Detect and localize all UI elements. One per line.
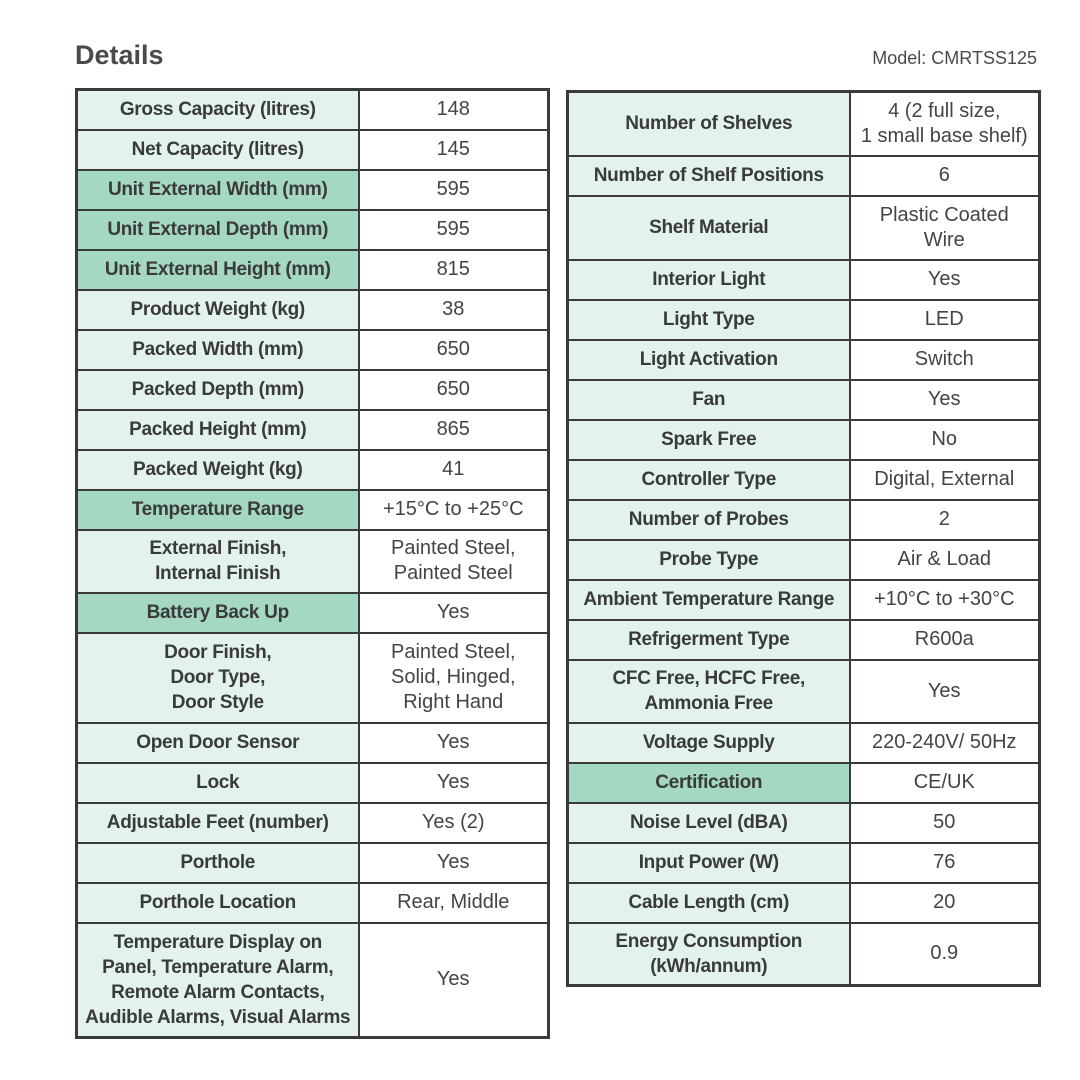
spec-row bbox=[568, 460, 1040, 500]
spec-label: Unit External Width (mm) bbox=[77, 170, 359, 210]
spec-value: Yes bbox=[359, 923, 549, 1038]
spec-label: Controller Type bbox=[568, 460, 850, 500]
spec-label: Fan bbox=[568, 380, 850, 420]
spec-label: Open Door Sensor bbox=[77, 723, 359, 763]
spec-row bbox=[568, 620, 1040, 660]
spec-value: Yes bbox=[359, 723, 549, 763]
spec-row bbox=[568, 540, 1040, 580]
spec-row bbox=[77, 843, 549, 883]
spec-label: Packed Weight (kg) bbox=[77, 450, 359, 490]
spec-label: Interior Light bbox=[568, 260, 850, 300]
spec-value: CE/UK bbox=[850, 763, 1040, 803]
model-number: Model: CMRTSS125 bbox=[872, 48, 1037, 68]
spec-row bbox=[77, 210, 549, 250]
spec-row bbox=[568, 723, 1040, 763]
spec-value: Yes bbox=[850, 260, 1040, 300]
spec-value: 41 bbox=[359, 450, 549, 490]
spec-label: Temperature Range bbox=[77, 490, 359, 530]
spec-label: Unit External Depth (mm) bbox=[77, 210, 359, 250]
spec-value: 20 bbox=[850, 883, 1040, 923]
spec-value: Yes bbox=[359, 593, 549, 633]
spec-label: Number of Probes bbox=[568, 500, 850, 540]
spec-value: 815 bbox=[359, 250, 549, 290]
spec-value: 145 bbox=[359, 130, 549, 170]
spec-row bbox=[77, 803, 549, 843]
spec-label: Temperature Display on Panel, Temperature Alarm, Remote Alarm Contacts, Audible Alarms, Visual Alarms bbox=[77, 923, 359, 1038]
spec-label: Adjustable Feet (number) bbox=[77, 803, 359, 843]
spec-value: 0.9 bbox=[850, 923, 1040, 986]
spec-label: Porthole bbox=[77, 843, 359, 883]
spec-row bbox=[568, 923, 1040, 986]
spec-label: Packed Depth (mm) bbox=[77, 370, 359, 410]
spec-label: Refrigerment Type bbox=[568, 620, 850, 660]
spec-label: Product Weight (kg) bbox=[77, 290, 359, 330]
spec-label: Light Activation bbox=[568, 340, 850, 380]
spec-label: Battery Back Up bbox=[77, 593, 359, 633]
spec-row bbox=[568, 380, 1040, 420]
spec-label: Net Capacity (litres) bbox=[77, 130, 359, 170]
spec-label: Certification bbox=[568, 763, 850, 803]
spec-row bbox=[568, 660, 1040, 723]
spec-row bbox=[77, 330, 549, 370]
spec-label: Energy Consumption (kWh/annum) bbox=[568, 923, 850, 986]
spec-value: 6 bbox=[850, 156, 1040, 196]
spec-value: +15°C to +25°C bbox=[359, 490, 549, 530]
spec-row bbox=[77, 370, 549, 410]
spec-row bbox=[568, 500, 1040, 540]
spec-row bbox=[568, 92, 1040, 156]
spec-row bbox=[77, 763, 549, 803]
spec-label: Voltage Supply bbox=[568, 723, 850, 763]
spec-row bbox=[568, 420, 1040, 460]
spec-label: Noise Level (dBA) bbox=[568, 803, 850, 843]
spec-value: 148 bbox=[359, 90, 549, 130]
spec-label: Unit External Height (mm) bbox=[77, 250, 359, 290]
spec-row bbox=[568, 803, 1040, 843]
spec-row bbox=[568, 300, 1040, 340]
spec-label: Light Type bbox=[568, 300, 850, 340]
spec-row bbox=[77, 290, 549, 330]
spec-label: Number of Shelf Positions bbox=[568, 156, 850, 196]
spec-label: Number of Shelves bbox=[568, 92, 850, 156]
spec-label: Spark Free bbox=[568, 420, 850, 460]
spec-row bbox=[568, 260, 1040, 300]
spec-value: 650 bbox=[359, 370, 549, 410]
page-title: Details bbox=[75, 40, 164, 70]
spec-row bbox=[77, 490, 549, 530]
spec-row bbox=[77, 633, 549, 723]
spec-row bbox=[77, 923, 549, 1038]
spec-value: Switch bbox=[850, 340, 1040, 380]
spec-label: Ambient Temperature Range bbox=[568, 580, 850, 620]
spec-label: Probe Type bbox=[568, 540, 850, 580]
spec-value: 50 bbox=[850, 803, 1040, 843]
spec-label: Gross Capacity (litres) bbox=[77, 90, 359, 130]
spec-label: Packed Width (mm) bbox=[77, 330, 359, 370]
spec-value: Yes bbox=[359, 763, 549, 803]
spec-value: Yes (2) bbox=[359, 803, 549, 843]
spec-row bbox=[77, 530, 549, 593]
spec-label: Door Finish, Door Type, Door Style bbox=[77, 633, 359, 723]
spec-row bbox=[77, 410, 549, 450]
spec-value: Rear, Middle bbox=[359, 883, 549, 923]
spec-row bbox=[568, 196, 1040, 260]
spec-value: 76 bbox=[850, 843, 1040, 883]
spec-value: LED bbox=[850, 300, 1040, 340]
spec-value: R600a bbox=[850, 620, 1040, 660]
spec-row bbox=[568, 843, 1040, 883]
spec-label: Lock bbox=[77, 763, 359, 803]
spec-value: 220-240V/ 50Hz bbox=[850, 723, 1040, 763]
spec-row bbox=[77, 450, 549, 490]
spec-value: Air & Load bbox=[850, 540, 1040, 580]
spec-label: Packed Height (mm) bbox=[77, 410, 359, 450]
spec-row bbox=[568, 763, 1040, 803]
spec-value: 865 bbox=[359, 410, 549, 450]
spec-label: CFC Free, HCFC Free, Ammonia Free bbox=[568, 660, 850, 723]
spec-value: Yes bbox=[359, 843, 549, 883]
spec-value: 2 bbox=[850, 500, 1040, 540]
spec-value: 595 bbox=[359, 210, 549, 250]
spec-value: Painted Steel, Solid, Hinged, Right Hand bbox=[359, 633, 549, 723]
spec-row bbox=[568, 580, 1040, 620]
spec-label: Shelf Material bbox=[568, 196, 850, 260]
spec-row bbox=[568, 340, 1040, 380]
spec-table-right bbox=[566, 90, 1041, 987]
spec-row bbox=[77, 593, 549, 633]
spec-value: Plastic Coated Wire bbox=[850, 196, 1040, 260]
spec-label: Cable Length (cm) bbox=[568, 883, 850, 923]
spec-row bbox=[77, 723, 549, 763]
spec-value: Yes bbox=[850, 660, 1040, 723]
spec-value: No bbox=[850, 420, 1040, 460]
spec-row bbox=[568, 156, 1040, 196]
spec-value: 595 bbox=[359, 170, 549, 210]
spec-value: Yes bbox=[850, 380, 1040, 420]
spec-table-left bbox=[75, 88, 550, 1039]
spec-row bbox=[77, 170, 549, 210]
spec-row bbox=[77, 90, 549, 130]
spec-row bbox=[77, 883, 549, 923]
spec-value: Digital, External bbox=[850, 460, 1040, 500]
spec-row bbox=[568, 883, 1040, 923]
spec-value: 650 bbox=[359, 330, 549, 370]
spec-value: 38 bbox=[359, 290, 549, 330]
spec-label: External Finish, Internal Finish bbox=[77, 530, 359, 593]
spec-label: Porthole Location bbox=[77, 883, 359, 923]
spec-value: Painted Steel, Painted Steel bbox=[359, 530, 549, 593]
spec-value: 4 (2 full size, 1 small base shelf) bbox=[850, 92, 1040, 156]
spec-row bbox=[77, 250, 549, 290]
spec-value: +10°C to +30°C bbox=[850, 580, 1040, 620]
spec-row bbox=[77, 130, 549, 170]
spec-label: Input Power (W) bbox=[568, 843, 850, 883]
